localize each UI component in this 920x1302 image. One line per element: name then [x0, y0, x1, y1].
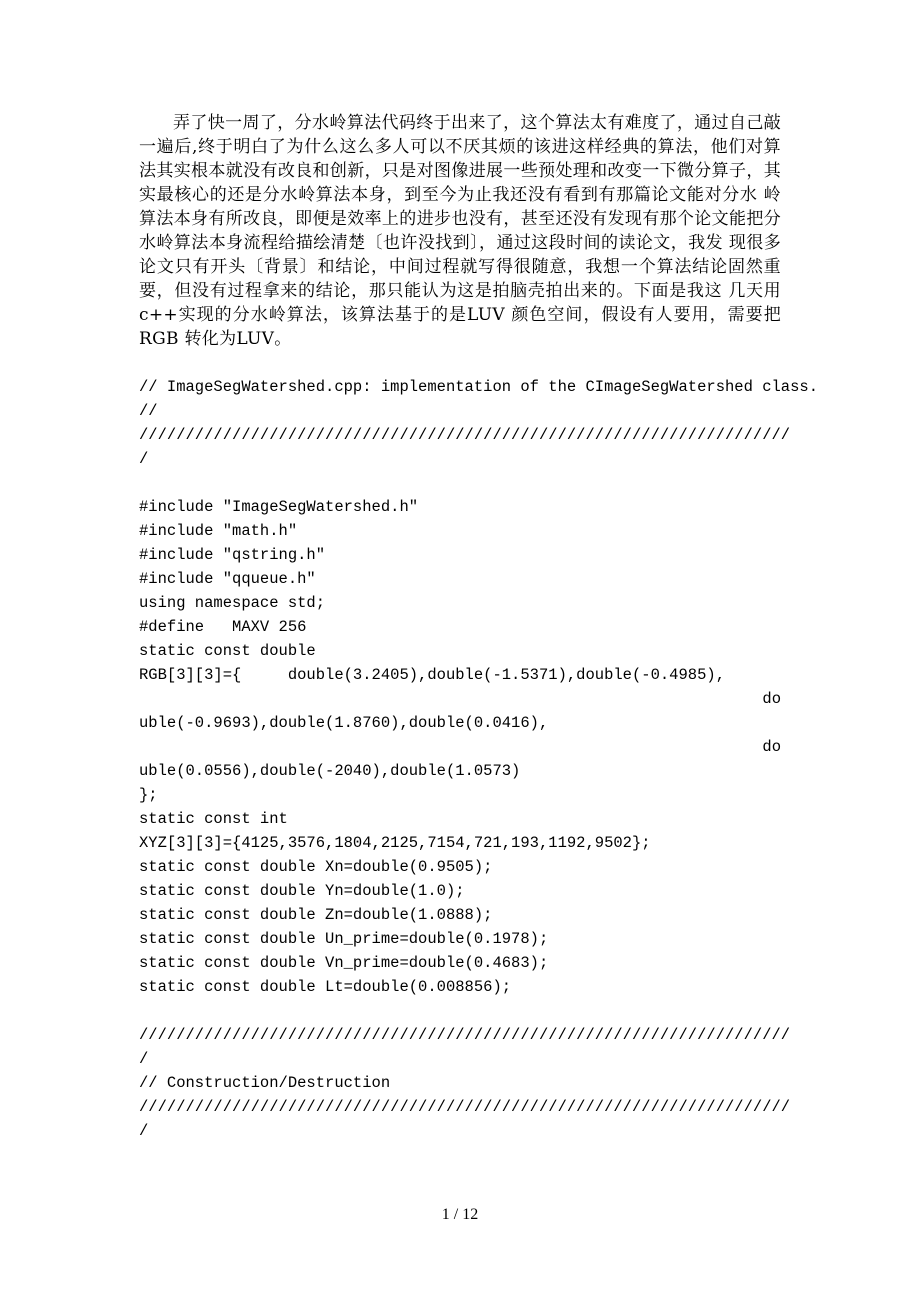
code-line: uble(0.0556),double(-2040),double(1.0573) [139, 762, 521, 780]
code-line: RGB[3][3]={ double(3.2405),double(-1.5371),double(-0.4985), [139, 666, 725, 684]
page-number: 1 / 12 [441, 1206, 479, 1223]
code-listing [139, 375, 819, 1143]
code-line: #include "qstring.h" [139, 546, 326, 564]
code-line: using namespace std; [139, 594, 326, 612]
code-line: static const double Vn_prime=double(0.4683); [139, 954, 549, 972]
code-line: #include "math.h" [139, 522, 298, 540]
code-line: static const double Un_prime=double(0.1978); [139, 930, 549, 948]
code-line: ////////////////////////////////////////////////////////////////////// [139, 1026, 791, 1044]
code-line: uble(-0.9693),double(1.8760),double(0.0416), [139, 714, 549, 732]
code-line: #include "qqueue.h" [139, 570, 316, 588]
code-line: static const double Zn=double(1.0888); [139, 906, 493, 924]
code-line: #include "ImageSegWatershed.h" [139, 498, 419, 516]
code-line [139, 471, 781, 495]
code-line: // Construction/Destruction [139, 1074, 391, 1092]
code-line: // ImageSegWatershed.cpp: implementation of the CImageSegWatershed class. [139, 378, 819, 396]
code-line: static const double Xn=double(0.9505); [139, 858, 493, 876]
code-line: static const int [139, 810, 288, 828]
code-line: / [139, 1122, 149, 1140]
code-line: static const double Lt=double(0.008856); [139, 978, 512, 996]
code-line: static const double [139, 642, 316, 660]
code-line: ////////////////////////////////////////////////////////////////////// [139, 426, 791, 444]
code-line [139, 999, 781, 1023]
code-line: / [139, 450, 149, 468]
code-line: do [762, 738, 781, 756]
intro-paragraph: 弄了快一周了，分水岭算法代码终于出来了，这个算法太有难度了，通过自己敲一遍后,终于明白了为什么这么多人可以不厌其烦的该进这样经典的算法，他们对算 法其实根本就没有改良和创新，只是对图像进展一些预处理和改变一下微分算子，其实最核心的还是分水岭算法本身，到至今为止我还没有看到有那篇论文能对分水 岭算法本身有所改良，即便是效率上的进步也没有，甚至还没有发现有那个论文能把分水岭算法本身流程给描绘清楚〔也许没找到〕，通过这段时间的读论文，我发 现很多论文只有开头〔背景〕和结论，中间过程就写得很随意，我想一个算法结论固然重要，但没有过程拿来的结论，那只能认为这是拍脑壳拍出来的。下面是我这 几天用 c++实现的分水岭算法，该算法基于的是LUV 颜色空间，假设有人要用，需要把 RGB 转化为LUV。 [139, 113, 781, 349]
code-line: XYZ[3][3]={4125,3576,1804,2125,7154,721,193,1192,9502}; [139, 834, 651, 852]
code-line: #define MAXV 256 [139, 618, 307, 636]
code-line: / [139, 1050, 149, 1068]
code-line: ////////////////////////////////////////////////////////////////////// [139, 1098, 791, 1116]
code-line: }; [139, 786, 158, 804]
code-line: static const double Yn=double(1.0); [139, 882, 465, 900]
code-line: do [762, 690, 781, 708]
code-line: // [139, 402, 158, 420]
